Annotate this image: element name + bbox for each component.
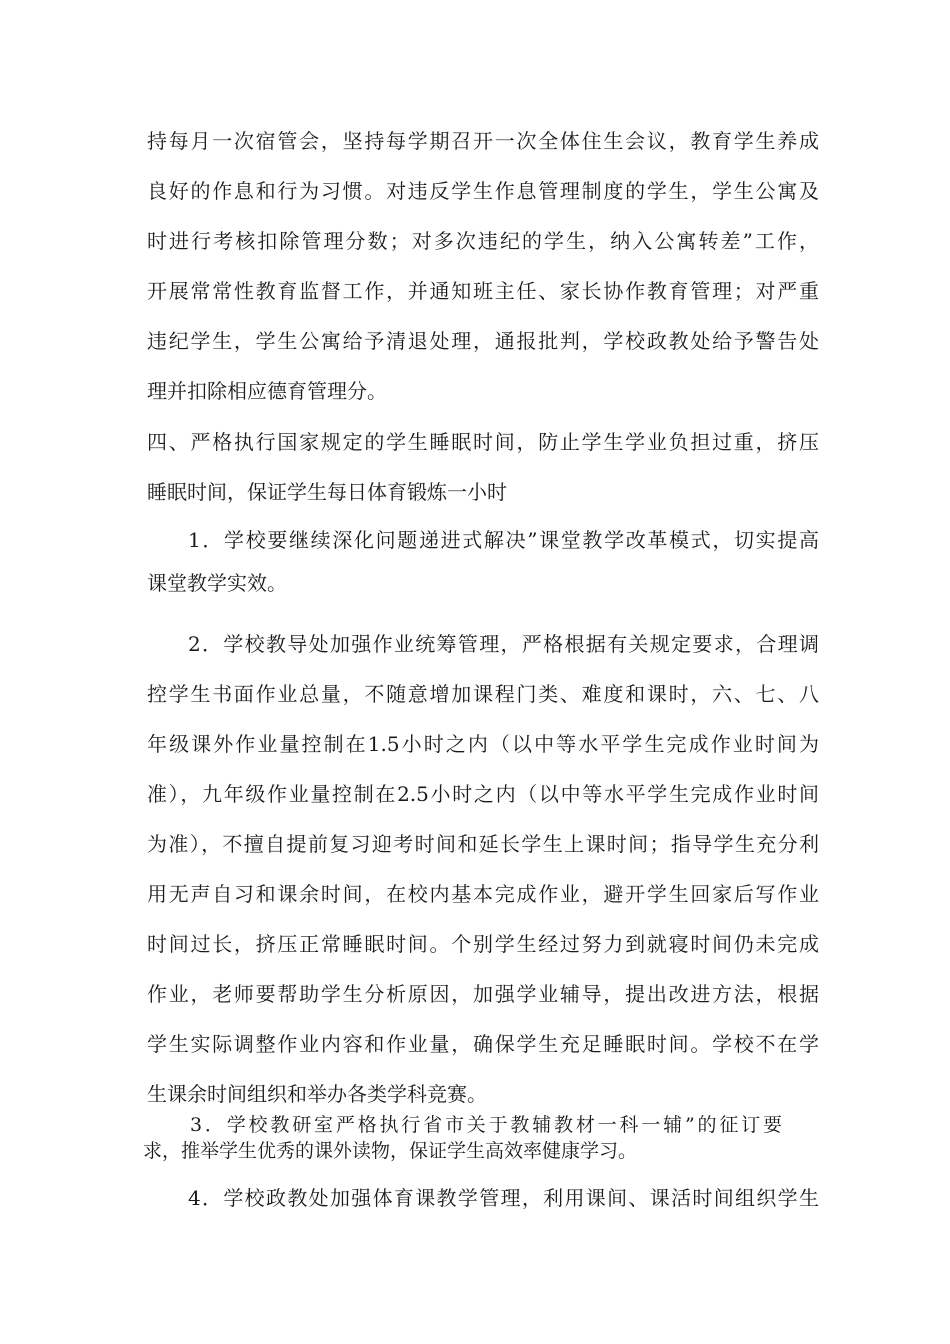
item-2-line: 为准），不擅自提前复习迎考时间和延长学生上课时间；指导学生充分利 <box>147 832 819 856</box>
text-line: 理并扣除相应德育管理分。 <box>147 379 387 403</box>
text-line: 时进行考核扣除管理分数；对多次违纪的学生，纳入公寓转差”工作， <box>147 229 819 253</box>
text-line: 持每月一次宿管会，坚持每学期召开一次全体住生会议，教育学生养成 <box>147 129 819 153</box>
item-2-line: 用无声自习和课余时间，在校内基本完成作业，避开学生回家后写作业 <box>147 882 819 906</box>
text-line: 违纪学生，学生公寓给予清退处理，通报批判，学校政教处给予警告处 <box>147 329 819 353</box>
item-2-line: 学生实际调整作业内容和作业量，确保学生充足睡眠时间。学校不在学 <box>147 1032 819 1056</box>
item-3-line: 3．学校教研室严格执行省市关于教辅教材一科一辅”的征订要 <box>190 1114 782 1136</box>
item-1-line: 课堂教学实效。 <box>147 571 287 595</box>
section-heading-line: 睡眠时间，保证学生每日体育锻炼一小时 <box>147 480 507 504</box>
item-2-line: 时间过长，挤压正常睡眠时间。个别学生经过努力到就寝时间仍未完成 <box>147 932 819 956</box>
text-line: 良好的作息和行为习惯。对违反学生作息管理制度的学生，学生公寓及 <box>147 179 819 203</box>
section-heading-line: 四、严格执行国家规定的学生睡眠时间，防止学生学业负担过重，挤压 <box>147 430 819 454</box>
item-2-line: 作业，老师要帮助学生分析原因，加强学业辅导，提出改进方法，根据 <box>147 982 819 1006</box>
item-2-line: 控学生书面作业总量，不随意增加课程门类、难度和课时，六、七、八 <box>147 682 819 706</box>
item-3-line: 求，推举学生优秀的课外读物，保证学生高效率健康学习。 <box>143 1140 638 1162</box>
item-2-line: 2．学校教导处加强作业统筹管理，严格根据有关规定要求，合理调 <box>188 632 819 656</box>
text-line: 开展常常性教育监督工作，并通知班主任、家长协作教育管理；对严重 <box>147 279 819 303</box>
item-2-line: 生课余时间组织和举办各类学科竞赛。 <box>147 1082 487 1106</box>
item-2-line: 准），九年级作业量控制在2.5小时之内（以中等水平学生完成作业时间 <box>147 782 819 806</box>
item-4-line: 4．学校政教处加强体育课教学管理，利用课间、课活时间组织学生 <box>188 1186 819 1210</box>
item-2-line: 年级课外作业量控制在1.5小时之内（以中等水平学生完成作业时间为 <box>147 732 819 756</box>
item-1-line: 1．学校要继续深化问题递进式解决”课堂教学改革模式，切实提高 <box>188 528 819 552</box>
